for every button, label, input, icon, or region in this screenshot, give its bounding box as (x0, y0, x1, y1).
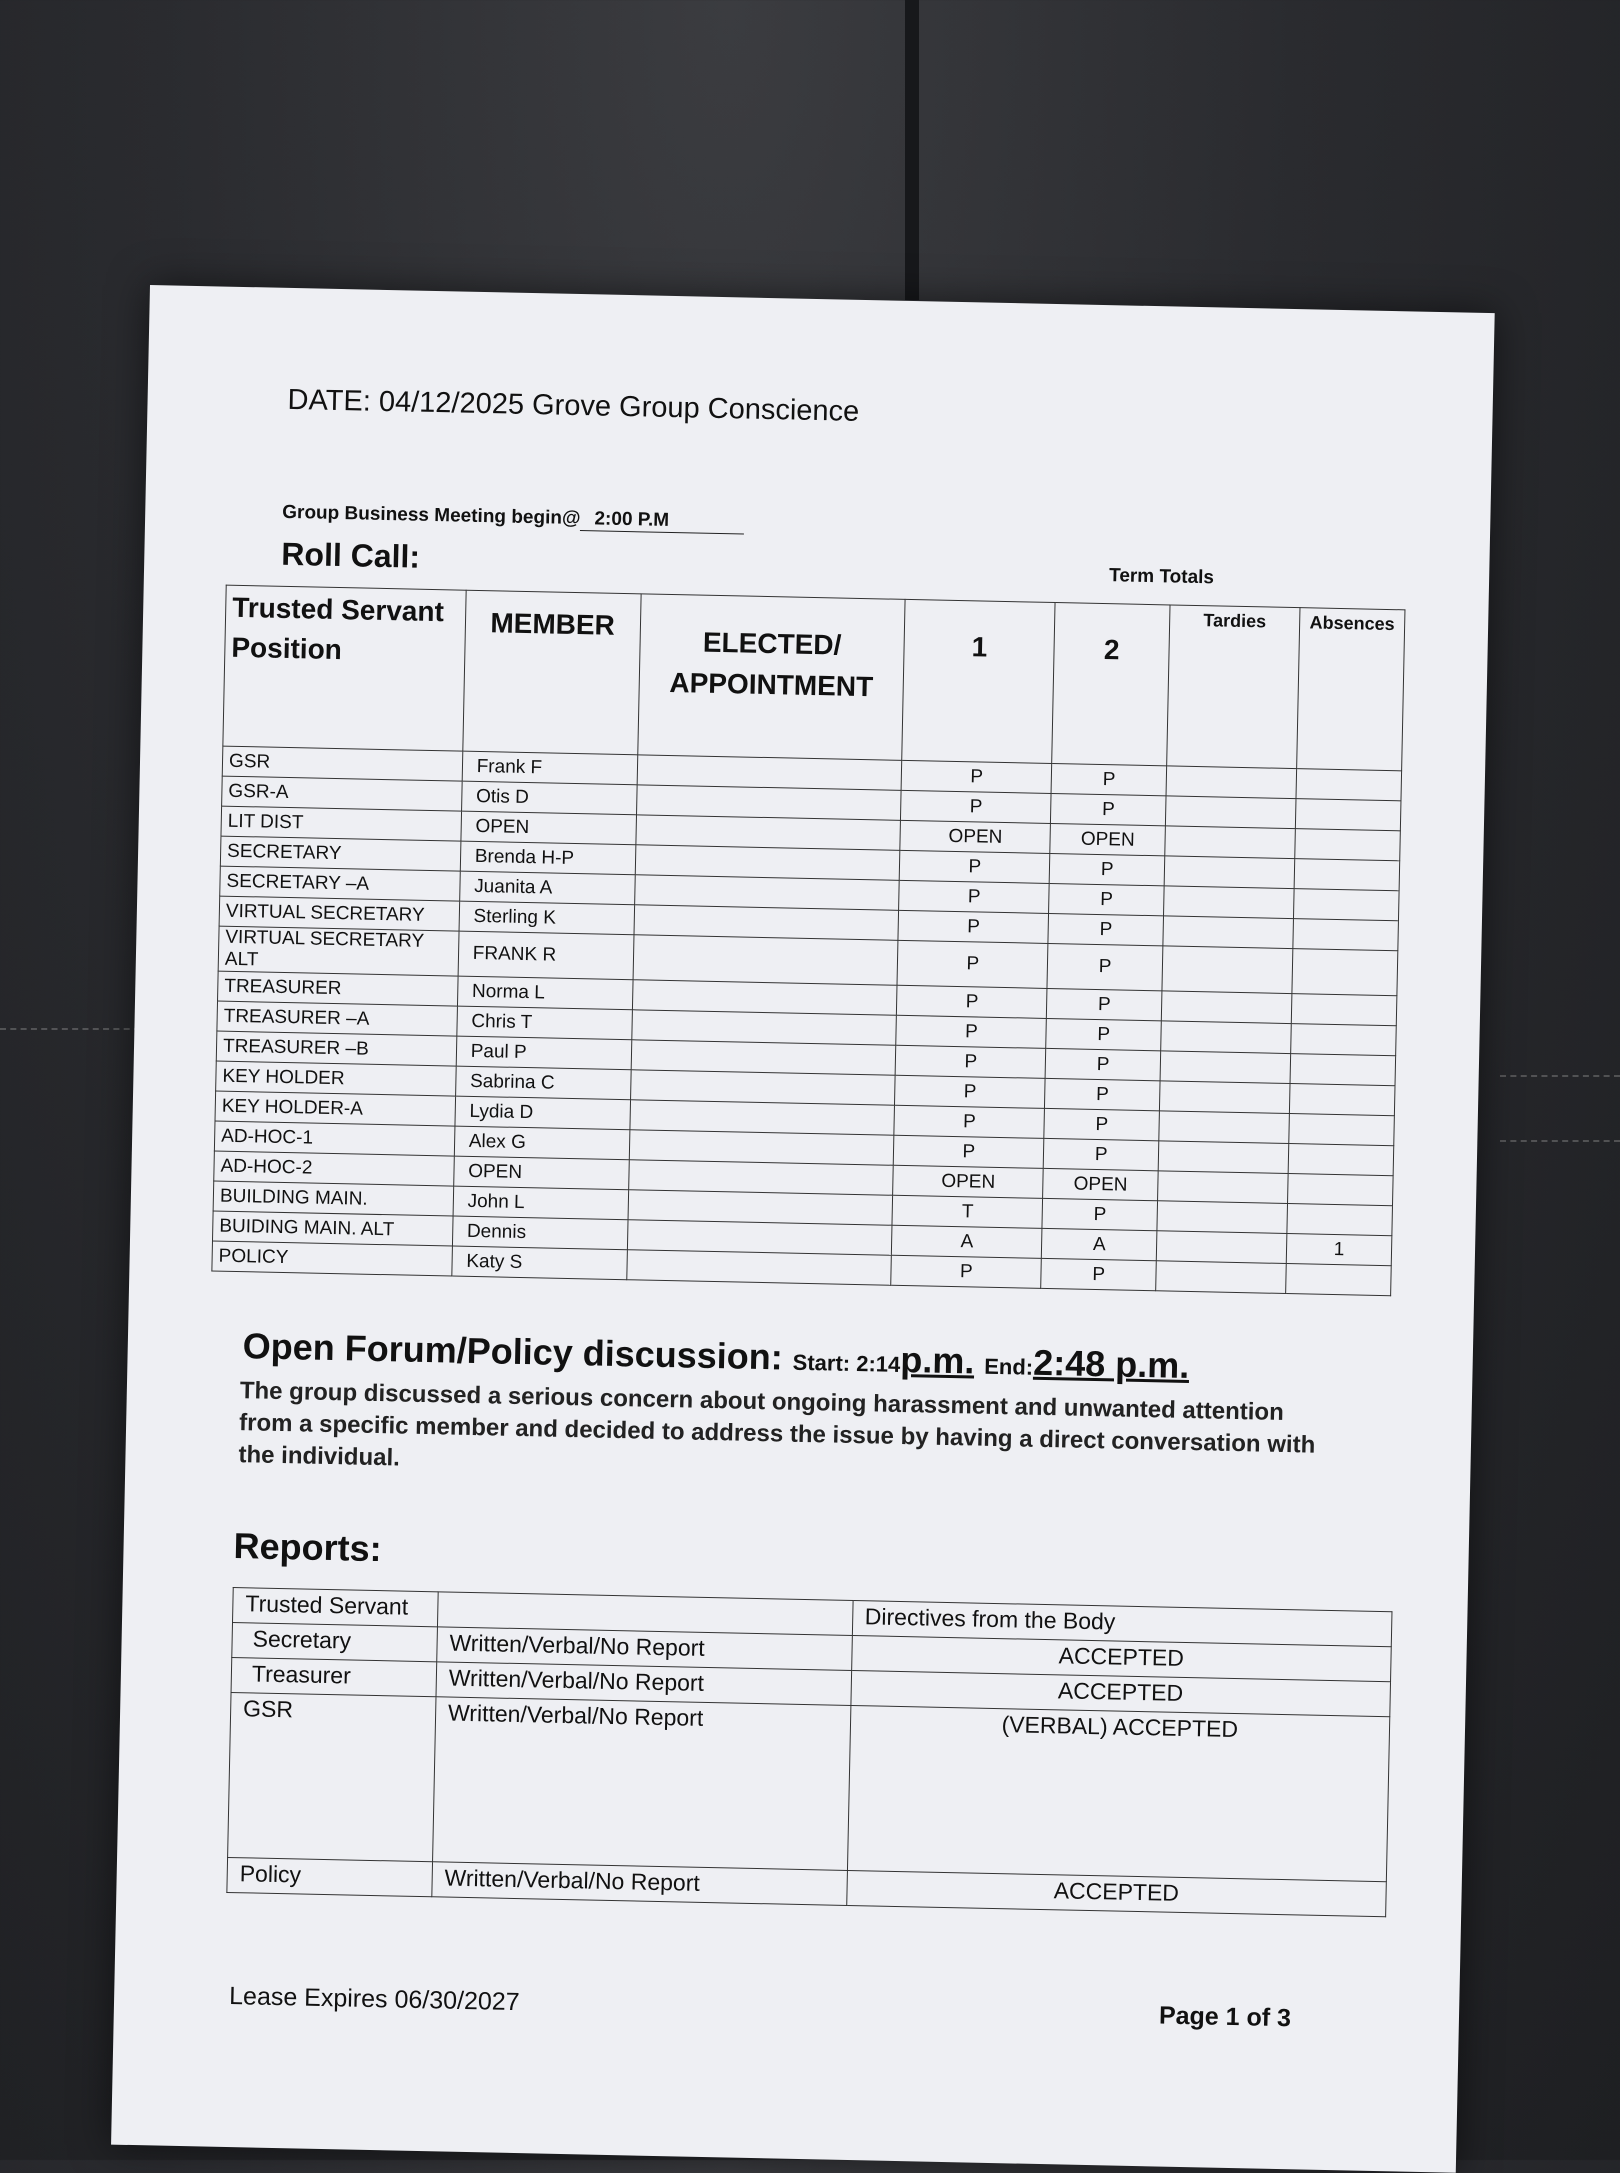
row-tardies (1156, 1231, 1286, 1264)
report-type: Written/Verbal/No Report (437, 1627, 852, 1671)
roll-call-title: Roll Call: (281, 535, 421, 575)
row-meeting-1: P (898, 910, 1048, 943)
row-absences (1291, 1024, 1397, 1056)
row-elected (633, 935, 899, 986)
couch-seam-vertical (905, 0, 919, 300)
col-meeting-1: 1 (902, 599, 1055, 763)
row-position: TREASURER –A (217, 1001, 457, 1036)
row-absences (1286, 1264, 1392, 1296)
report-directive: (VERBAL) ACCEPTED (847, 1705, 1390, 1881)
col-position: Trusted Servant Position (223, 585, 466, 751)
row-meeting-1: OPEN (900, 820, 1050, 853)
col-tardies: Tardies (1167, 605, 1300, 769)
col-member: MEMBER (463, 590, 641, 755)
row-member: Lydia D (455, 1096, 630, 1130)
open-forum-start: Start: 2:14 (792, 1349, 901, 1377)
row-tardies (1158, 1171, 1288, 1204)
document-title: DATE: 04/12/2025 Grove Group Conscience (287, 383, 860, 428)
row-tardies (1161, 991, 1291, 1024)
row-tardies (1164, 886, 1294, 919)
report-servant: Policy (227, 1857, 433, 1896)
row-member: Alex G (454, 1126, 629, 1160)
row-absences (1291, 994, 1397, 1026)
row-absences (1295, 829, 1401, 861)
row-member: Juanita A (459, 871, 634, 905)
row-position: KEY HOLDER (216, 1061, 456, 1096)
row-position: TREASURER (218, 971, 458, 1006)
row-absences (1296, 769, 1402, 801)
row-position: AD-HOC-2 (214, 1151, 454, 1186)
row-meeting-1: P (900, 850, 1050, 883)
row-tardies (1158, 1141, 1288, 1174)
row-meeting-2: P (1047, 988, 1162, 1020)
row-absences (1290, 1054, 1396, 1086)
roll-call-body (212, 746, 1402, 1296)
row-tardies (1165, 826, 1295, 859)
row-meeting-1: P (901, 790, 1051, 823)
row-meeting-2: P (1045, 1078, 1160, 1110)
row-member: Dennis (452, 1216, 627, 1250)
row-meeting-1: P (902, 760, 1052, 793)
row-position: TREASURER –B (216, 1031, 456, 1066)
row-absences (1288, 1144, 1394, 1176)
row-meeting-1: P (896, 1015, 1046, 1048)
row-meeting-2: P (1049, 883, 1164, 915)
row-tardies (1162, 946, 1293, 994)
row-tardies (1160, 1081, 1290, 1114)
report-directive: ACCEPTED (851, 1635, 1391, 1681)
row-position: VIRTUAL SECRETARY (219, 896, 459, 931)
report-type: Written/Verbal/No Report (432, 1862, 847, 1906)
row-member: Paul P (456, 1036, 631, 1070)
report-servant: GSR (228, 1693, 436, 1862)
report-type: Written/Verbal/No Report (432, 1697, 850, 1871)
row-position: AD-HOC-1 (214, 1121, 454, 1156)
row-tardies (1163, 916, 1293, 949)
row-meeting-2: OPEN (1043, 1168, 1158, 1200)
couch-stitching (1500, 1140, 1620, 1142)
row-member: FRANK R (458, 931, 634, 980)
row-tardies (1161, 1021, 1291, 1054)
roll-call-table (211, 585, 1405, 1297)
row-meeting-1: P (894, 1105, 1044, 1138)
col-meeting-2: 2 (1052, 603, 1170, 766)
open-forum-title: Open Forum/Policy discussion: (242, 1325, 784, 1378)
row-meeting-1: P (897, 985, 1047, 1018)
row-absences (1292, 949, 1398, 996)
report-servant: Treasurer (231, 1658, 437, 1697)
row-position: GSR-A (222, 776, 462, 811)
row-absences (1295, 799, 1401, 831)
row-meeting-1: P (899, 880, 1049, 913)
report-type: Written/Verbal/No Report (436, 1662, 851, 1706)
row-absences (1293, 919, 1399, 951)
lease-expiry: Lease Expires 06/30/2027 (228, 1982, 520, 2017)
row-tardies (1159, 1111, 1289, 1144)
row-meeting-2: OPEN (1050, 823, 1165, 855)
row-meeting-2: P (1048, 913, 1163, 945)
row-position: POLICY (212, 1241, 452, 1276)
row-member: Brenda H-P (460, 841, 635, 875)
row-member: Norma L (457, 976, 632, 1010)
row-meeting-2: P (1046, 1018, 1161, 1050)
row-tardies (1157, 1201, 1287, 1234)
row-tardies (1164, 856, 1294, 889)
row-meeting-2: P (1051, 793, 1166, 825)
reports-title: Reports: (233, 1525, 383, 1570)
row-meeting-1: T (892, 1195, 1042, 1228)
row-tardies (1156, 1261, 1286, 1294)
row-position: VIRTUAL SECRETARY ALT (218, 926, 459, 976)
row-meeting-2: P (1043, 1138, 1158, 1170)
row-meeting-2: P (1047, 943, 1163, 990)
row-absences (1287, 1204, 1393, 1236)
row-meeting-2: P (1051, 763, 1166, 795)
meeting-begin-time: 2:00 P.M (580, 508, 744, 534)
reports-col-servant: Trusted Servant (233, 1588, 439, 1627)
row-tardies (1160, 1051, 1290, 1084)
row-member: Frank F (462, 751, 637, 785)
row-meeting-1: P (891, 1255, 1041, 1288)
row-absences (1289, 1084, 1395, 1116)
row-position: KEY HOLDER-A (215, 1091, 455, 1126)
row-member: OPEN (461, 811, 636, 845)
row-meeting-1: OPEN (893, 1165, 1043, 1198)
row-position: BUIDING MAIN. ALT (212, 1211, 452, 1246)
row-absences (1287, 1174, 1393, 1206)
row-meeting-2: P (1041, 1258, 1156, 1290)
row-member: Otis D (461, 781, 636, 815)
open-forum-end-label: End: (984, 1353, 1034, 1380)
couch-stitching (0, 1028, 140, 1030)
row-position: BUILDING MAIN. (213, 1181, 453, 1216)
row-member: Sabrina C (455, 1066, 630, 1100)
meeting-minutes-page (111, 285, 1495, 2173)
row-absences (1289, 1114, 1395, 1146)
row-position: SECRETARY (220, 836, 460, 871)
row-member: Chris T (457, 1006, 632, 1040)
open-forum-start-unit: p.m. (899, 1338, 975, 1382)
row-meeting-1: P (896, 1045, 1046, 1078)
report-directive: ACCEPTED (850, 1670, 1390, 1716)
row-meeting-1: P (894, 1135, 1044, 1168)
row-meeting-2: P (1045, 1048, 1160, 1080)
col-absences: Absences (1297, 608, 1405, 771)
report-directive: ACCEPTED (846, 1870, 1386, 1916)
row-tardies (1166, 796, 1296, 829)
row-member: John L (453, 1186, 628, 1220)
row-member: Sterling K (459, 901, 634, 935)
row-position: GSR (222, 746, 462, 781)
row-meeting-1: P (897, 940, 1048, 988)
row-absences (1293, 889, 1399, 921)
row-elected (626, 1250, 891, 1286)
row-meeting-2: A (1042, 1228, 1157, 1260)
roll-call-header-row (223, 585, 1405, 771)
row-position: SECRETARY –A (220, 866, 460, 901)
report-servant: Secretary (232, 1623, 438, 1662)
term-totals-label: Term Totals (1108, 565, 1215, 589)
row-absences: 1 (1286, 1234, 1392, 1266)
row-meeting-2: P (1044, 1108, 1159, 1140)
table-row (228, 1693, 1390, 1882)
page-number: Page 1 of 3 (1158, 2001, 1292, 2033)
reports-table (226, 1587, 1392, 1917)
row-meeting-1: A (892, 1225, 1042, 1258)
row-tardies (1166, 766, 1296, 799)
meeting-begin (282, 502, 745, 535)
row-position: LIT DIST (221, 806, 461, 841)
couch-stitching (1500, 1075, 1620, 1077)
col-elected: ELECTED/ APPOINTMENT (637, 594, 905, 761)
open-forum-end: 2:48 p.m. (1032, 1341, 1190, 1386)
open-forum-body: The group discussed a serious concern about ongoing harassment and unwanted attention from a specific member and decided to address the issue by having a direct conversation with the individual. (238, 1377, 1316, 1472)
row-meeting-2: P (1049, 853, 1164, 885)
row-meeting-1: P (895, 1075, 1045, 1108)
row-member: Katy S (452, 1246, 627, 1280)
row-meeting-2: P (1042, 1198, 1157, 1230)
row-absences (1294, 859, 1400, 891)
meeting-begin-label: Group Business Meeting begin@ (282, 501, 581, 530)
row-member: OPEN (453, 1156, 628, 1190)
reports-col-directives: Directives from the Body (852, 1601, 1392, 1647)
